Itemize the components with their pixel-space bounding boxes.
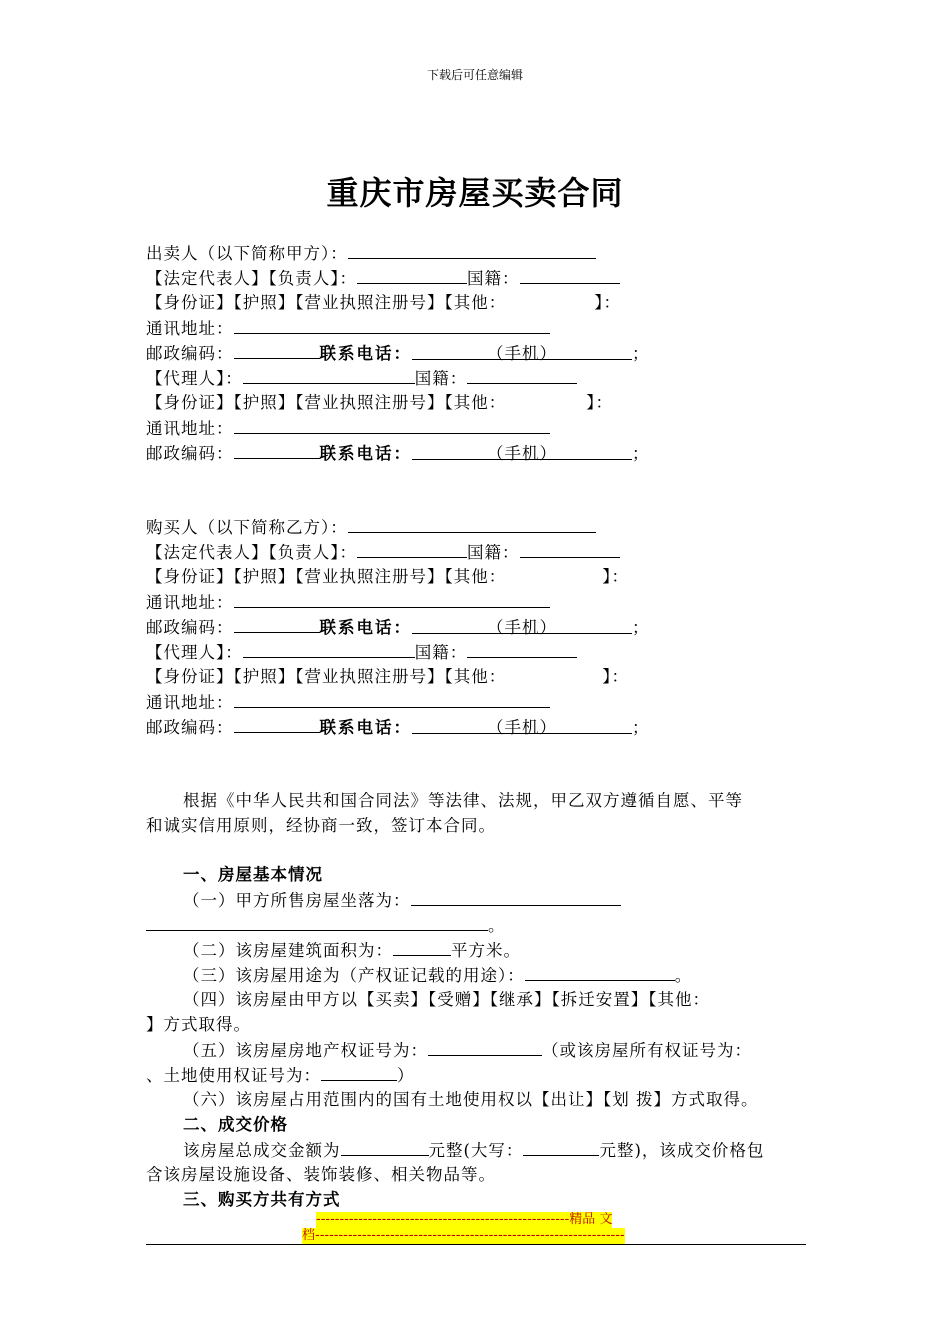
intro-line-2: 和诚实信用原则，经协商一致，签订本合同。 bbox=[146, 816, 496, 835]
agent-address-label: 通讯地址： bbox=[146, 419, 234, 438]
address-blank[interactable] bbox=[234, 315, 550, 334]
agent-address-blank[interactable] bbox=[234, 415, 550, 434]
document-title: 重庆市房屋买卖合同 bbox=[326, 174, 624, 212]
buyer-id-type-label: 【身份证】【护照】【营业执照注册号】【其他： bbox=[146, 567, 507, 586]
buyer-rep-blank[interactable] bbox=[357, 539, 467, 558]
footer-watermark-line2: 档------------------------------------------------------------------ bbox=[302, 1228, 625, 1243]
buyer-agent-address-label: 通讯地址： bbox=[146, 693, 234, 712]
buyer-rep-label: 【法定代表人】【负责人】： bbox=[146, 543, 357, 562]
item2-label: （二）该房屋建筑面积为： bbox=[183, 941, 393, 960]
buyer-address-line bbox=[146, 589, 550, 615]
section1-item6: （六）该房屋占用范围内的国有土地使用权以【出让】【划 拨】方式取得。 bbox=[183, 1090, 759, 1109]
location-blank[interactable] bbox=[411, 887, 621, 906]
area-blank[interactable] bbox=[393, 937, 451, 956]
buyer-agent-nationality-label: 国籍： bbox=[414, 643, 468, 662]
item5-alt: （或该房屋所有权证号为： bbox=[542, 1041, 752, 1060]
buyer-phone-blank[interactable]: （手机） bbox=[412, 615, 632, 634]
semicolon: ； bbox=[632, 344, 650, 363]
buyer-agent-postcode-label: 邮政编码： bbox=[146, 718, 234, 737]
section1-heading: 一、房屋基本情况 bbox=[183, 865, 323, 884]
agent-postcode-blank[interactable] bbox=[234, 440, 320, 459]
footer-watermark-line1: ------------------------------------------------------精品 文 bbox=[316, 1212, 613, 1227]
phone-label: 联系电话： bbox=[319, 344, 412, 363]
section1-item4: （四）该房屋由甲方以【买卖】【受赠】【继承】【拆迁安置】【其他： bbox=[183, 990, 710, 1009]
item1-end: 。 bbox=[488, 916, 506, 935]
item1-label: （一）甲方所售房屋坐落为： bbox=[183, 891, 411, 910]
buyer-id-line bbox=[146, 564, 629, 589]
section1-item3 bbox=[183, 962, 692, 988]
buyer-agent-line bbox=[146, 639, 577, 665]
item5-land-label: 、土地使用权证号为： bbox=[146, 1066, 321, 1085]
buyer-agent-address-line bbox=[146, 689, 550, 715]
price-capital-label: 元整(大写： bbox=[428, 1141, 524, 1160]
phone-blank[interactable]: （手机） bbox=[412, 341, 632, 360]
buyer-agent-nationality-blank[interactable] bbox=[467, 639, 577, 658]
item3-end: 。 bbox=[674, 966, 693, 985]
price-capital-blank[interactable] bbox=[523, 1137, 599, 1156]
buyer-agent-id-end: 】： bbox=[602, 667, 629, 686]
section1-item2 bbox=[183, 937, 521, 963]
buyer-contact-line bbox=[146, 614, 650, 640]
price-label: 该房屋总成交金额为 bbox=[183, 1141, 341, 1160]
seller-contact-line bbox=[146, 340, 650, 366]
agent-semicolon: ； bbox=[632, 444, 650, 463]
seller-address-line bbox=[146, 315, 550, 341]
section2-line2: 含该房屋设施设备、装饰装修、相关物品等。 bbox=[146, 1165, 496, 1184]
section2-line1 bbox=[183, 1137, 764, 1163]
postcode-label: 邮政编码： bbox=[146, 344, 234, 363]
agent-label: 【代理人】： bbox=[146, 369, 243, 388]
agent-id-type-label: 【身份证】【护照】【营业执照注册号】【其他： bbox=[146, 393, 507, 412]
section1-item1 bbox=[183, 887, 621, 913]
agent-nationality-blank[interactable] bbox=[467, 365, 577, 384]
buyer-label: 购买人（以下简称乙方）： bbox=[146, 518, 348, 537]
buyer-semicolon: ； bbox=[632, 618, 650, 637]
postcode-blank[interactable] bbox=[234, 340, 320, 359]
buyer-agent-semicolon: ； bbox=[632, 718, 650, 737]
section1-item4-cont: 】方式取得。 bbox=[146, 1015, 251, 1034]
usage-blank[interactable] bbox=[525, 962, 675, 981]
buyer-agent-id-type-label: 【身份证】【护照】【营业执照注册号】【其他： bbox=[146, 667, 507, 686]
item5-end: ） bbox=[397, 1066, 415, 1085]
cert-blank[interactable] bbox=[428, 1037, 542, 1056]
nationality-blank[interactable] bbox=[520, 265, 620, 284]
buyer-phone-label: 联系电话： bbox=[319, 618, 412, 637]
agent-blank[interactable] bbox=[243, 365, 415, 384]
seller-label: 出卖人（以下简称甲方）： bbox=[146, 244, 348, 263]
price-blank[interactable] bbox=[341, 1137, 429, 1156]
buyer-postcode-label: 邮政编码： bbox=[146, 618, 234, 637]
agent-phone-label: 联系电话： bbox=[319, 444, 412, 463]
buyer-rep-line bbox=[146, 539, 620, 565]
agent-nationality-label: 国籍： bbox=[414, 369, 468, 388]
buyer-agent-postcode-blank[interactable] bbox=[234, 714, 320, 733]
buyer-nationality-blank[interactable] bbox=[520, 539, 620, 558]
id-end: 】： bbox=[594, 293, 621, 312]
buyer-agent-address-blank[interactable] bbox=[234, 689, 550, 708]
seller-agent-id-line bbox=[146, 390, 613, 415]
buyer-address-label: 通讯地址： bbox=[146, 593, 234, 612]
seller-name-line bbox=[146, 240, 596, 266]
address-label: 通讯地址： bbox=[146, 319, 234, 338]
section1-item1-cont bbox=[146, 912, 506, 938]
item5-label: （五）该房屋房地产权证号为： bbox=[183, 1041, 428, 1060]
id-type-label: 【身份证】【护照】【营业执照注册号】【其他： bbox=[146, 293, 507, 312]
buyer-nationality-label: 国籍： bbox=[467, 543, 520, 562]
land-cert-blank[interactable] bbox=[321, 1062, 397, 1081]
buyer-agent-contact-line bbox=[146, 714, 650, 740]
page-header-note: 下载后可任意编辑 bbox=[426, 68, 523, 82]
section1-item5 bbox=[183, 1037, 752, 1063]
rep-label: 【法定代表人】【负责人】： bbox=[146, 269, 357, 288]
buyer-agent-id-line bbox=[146, 664, 629, 689]
seller-rep-line bbox=[146, 265, 620, 291]
seller-agent-contact-line bbox=[146, 440, 650, 466]
section2-heading: 二、成交价格 bbox=[183, 1115, 288, 1134]
seller-id-line bbox=[146, 290, 621, 315]
item3-label: （三）该房屋用途为（产权证记载的用途）： bbox=[183, 966, 525, 985]
price-tail: 元整)，该成交价格包 bbox=[599, 1141, 765, 1160]
buyer-postcode-blank[interactable] bbox=[234, 614, 320, 633]
buyer-name-line bbox=[146, 514, 596, 540]
footer-rule bbox=[146, 1244, 806, 1245]
rep-blank[interactable] bbox=[357, 265, 467, 284]
seller-name-blank[interactable] bbox=[348, 240, 596, 259]
nationality-label: 国籍： bbox=[467, 269, 520, 288]
buyer-address-blank[interactable] bbox=[234, 589, 550, 608]
location-blank-cont[interactable] bbox=[146, 912, 488, 931]
agent-phone-blank[interactable]: （手机） bbox=[412, 441, 632, 460]
agent-postcode-label: 邮政编码： bbox=[146, 444, 234, 463]
seller-agent-address-line bbox=[146, 415, 550, 441]
item2-unit: 平方米。 bbox=[451, 941, 521, 960]
section1-item5-cont bbox=[146, 1062, 415, 1088]
seller-agent-line bbox=[146, 365, 577, 391]
intro-line-1: 根据《中华人民共和国合同法》等法律、法规，甲乙双方遵循自愿、平等 bbox=[183, 791, 743, 810]
buyer-agent-phone-label: 联系电话： bbox=[319, 718, 412, 737]
agent-id-end: 】： bbox=[586, 393, 613, 412]
buyer-name-blank[interactable] bbox=[348, 514, 596, 533]
section3-heading: 三、购买方共有方式 bbox=[183, 1190, 341, 1209]
buyer-agent-label: 【代理人】： bbox=[146, 643, 243, 662]
buyer-id-end: 】： bbox=[602, 567, 629, 586]
buyer-agent-blank[interactable] bbox=[243, 639, 415, 658]
buyer-agent-phone-blank[interactable]: （手机） bbox=[412, 715, 632, 734]
